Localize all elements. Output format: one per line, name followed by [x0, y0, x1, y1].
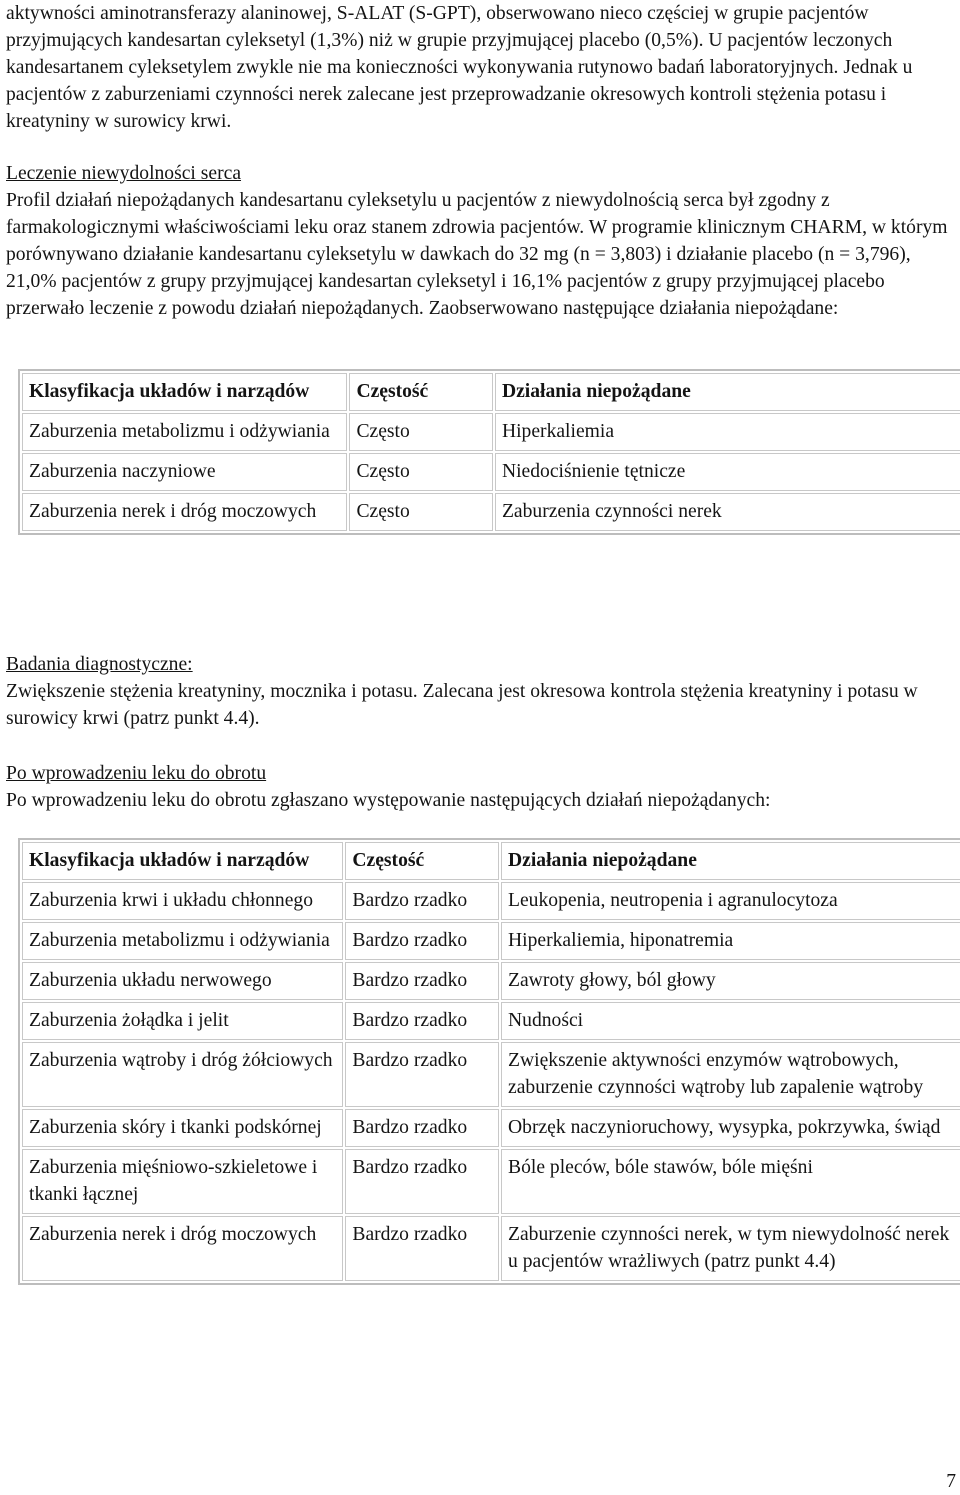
- cell-adverse-reaction: Leukopenia, neutropenia i agranulocytoza: [501, 882, 960, 920]
- column-header-adverse-reactions: Działania niepożądane: [501, 842, 960, 880]
- cell-adverse-reaction: Zawroty głowy, ból głowy: [501, 962, 960, 1000]
- cell-system-organ-class: Zaburzenia żołądka i jelit: [22, 1002, 343, 1040]
- table-row: [22, 413, 960, 451]
- page-number: 7: [946, 1471, 956, 1492]
- cell-frequency: Bardzo rzadko: [345, 922, 499, 960]
- diagnostics-paragraph: Zwiększenie stężenia kreatyniny, mocznika i potasu. Zalecana jest okresowa kontrola stężenia kreatyniny i potasu w surowicy krwi (patrz punkt 4.4).: [6, 681, 918, 729]
- table-row: [22, 1109, 960, 1147]
- adverse-reactions-table-postmarketing: [18, 838, 960, 1285]
- cell-frequency: Często: [349, 413, 493, 451]
- cell-frequency: Często: [349, 493, 493, 531]
- cell-frequency: Bardzo rzadko: [345, 1216, 499, 1281]
- postmarketing-heading: Po wprowadzeniu leku do obrotu: [6, 763, 267, 784]
- cell-system-organ-class: Zaburzenia krwi i układu chłonnego: [22, 882, 343, 920]
- table-header-row: [22, 373, 960, 411]
- table-row: [22, 882, 960, 920]
- cell-adverse-reaction: Zaburzenia czynności nerek: [495, 493, 960, 531]
- cell-frequency: Bardzo rzadko: [345, 882, 499, 920]
- cell-system-organ-class: Zaburzenia metabolizmu i odżywiania: [22, 922, 343, 960]
- column-header-frequency: Częstość: [345, 842, 499, 880]
- cell-system-organ-class: Zaburzenia układu nerwowego: [22, 962, 343, 1000]
- table-row: [22, 1002, 960, 1040]
- cell-system-organ-class: Zaburzenia metabolizmu i odżywiania: [22, 413, 347, 451]
- cell-system-organ-class: Zaburzenia naczyniowe: [22, 453, 347, 491]
- column-header-system-organ-class: Klasyfikacja układów i narządów: [22, 373, 347, 411]
- table-row: [22, 1042, 960, 1107]
- cell-frequency: Bardzo rzadko: [345, 962, 499, 1000]
- cell-adverse-reaction: Nudności: [501, 1002, 960, 1040]
- cell-frequency: Bardzo rzadko: [345, 1042, 499, 1107]
- table-row: [22, 493, 960, 531]
- table-row: [22, 922, 960, 960]
- cell-adverse-reaction: Zaburzenie czynności nerek, w tym niewydolność nerek u pacjentów wrażliwych (patrz punkt 4.4): [501, 1216, 960, 1281]
- cell-adverse-reaction: Niedociśnienie tętnicze: [495, 453, 960, 491]
- intro-paragraph: aktywności aminotransferazy alaninowej, S-ALAT (S-GPT), obserwowano nieco częściej w grupie pacjentów przyjmujących kandesartan cyleksetyl (1,3%) niż w grupie przyjmującej placebo (0,5%). U pacjentów leczonych kandesartanem cyleksetylem zwykle nie ma konieczności wykonywania rutynowo badań laboratoryjnych. Jednak u pacjentów z zaburzeniami czynności nerek zalecane jest przeprowadzanie okresowych kontroli stężenia potasu i kreatyniny w surowicy krwi.: [6, 3, 913, 132]
- adverse-reactions-table-charm: [18, 369, 960, 535]
- column-header-frequency: Częstość: [349, 373, 493, 411]
- cell-system-organ-class: Zaburzenia skóry i tkanki podskórnej: [22, 1109, 343, 1147]
- postmarketing-paragraph: Po wprowadzeniu leku do obrotu zgłaszano występowanie następujących działań niepożądanych:: [6, 790, 771, 811]
- table-row: [22, 1216, 960, 1281]
- cell-frequency: Bardzo rzadko: [345, 1109, 499, 1147]
- cell-system-organ-class: Zaburzenia nerek i dróg moczowych: [22, 493, 347, 531]
- cell-adverse-reaction: Obrzęk naczynioruchowy, wysypka, pokrzywka, świąd: [501, 1109, 960, 1147]
- heart-failure-heading: Leczenie niewydolności serca: [6, 163, 242, 184]
- table-header-row: [22, 842, 960, 880]
- diagnostics-heading: Badania diagnostyczne:: [6, 654, 193, 675]
- cell-adverse-reaction: Zwiększenie aktywności enzymów wątrobowych, zaburzenie czynności wątroby lub zapalenie wątroby: [501, 1042, 960, 1107]
- table-row: [22, 1149, 960, 1214]
- cell-frequency: Często: [349, 453, 493, 491]
- cell-system-organ-class: Zaburzenia mięśniowo-szkieletowe i tkanki łącznej: [22, 1149, 343, 1214]
- cell-adverse-reaction: Bóle pleców, bóle stawów, bóle mięśni: [501, 1149, 960, 1214]
- cell-frequency: Bardzo rzadko: [345, 1149, 499, 1214]
- cell-adverse-reaction: Hiperkaliemia, hiponatremia: [501, 922, 960, 960]
- cell-system-organ-class: Zaburzenia nerek i dróg moczowych: [22, 1216, 343, 1281]
- table-row: [22, 453, 960, 491]
- cell-adverse-reaction: Hiperkaliemia: [495, 413, 960, 451]
- cell-frequency: Bardzo rzadko: [345, 1002, 499, 1040]
- cell-system-organ-class: Zaburzenia wątroby i dróg żółciowych: [22, 1042, 343, 1107]
- table-row: [22, 962, 960, 1000]
- heart-failure-paragraph: Profil działań niepożądanych kandesartanu cyleksetylu u pacjentów z niewydolnością serca był zgodny z farmakologicznymi właściwościami leku oraz stanem zdrowia pacjentów. W programie klinicznym CHARM, w którym porównywano działanie kandesartanu cyleksetylu w dawkach do 32 mg (n = 3,803) i działanie placebo (n = 3,796), 21,0% pacjentów z grupy przyjmującej kandesartan cyleksetyl i 16,1% pacjentów z grupy przyjmującej placebo przerwało leczenie z powodu działań niepożądanych. Zaobserwowano następujące działania niepożądane:: [6, 190, 948, 319]
- column-header-adverse-reactions: Działania niepożądane: [495, 373, 960, 411]
- column-header-system-organ-class: Klasyfikacja układów i narządów: [22, 842, 343, 880]
